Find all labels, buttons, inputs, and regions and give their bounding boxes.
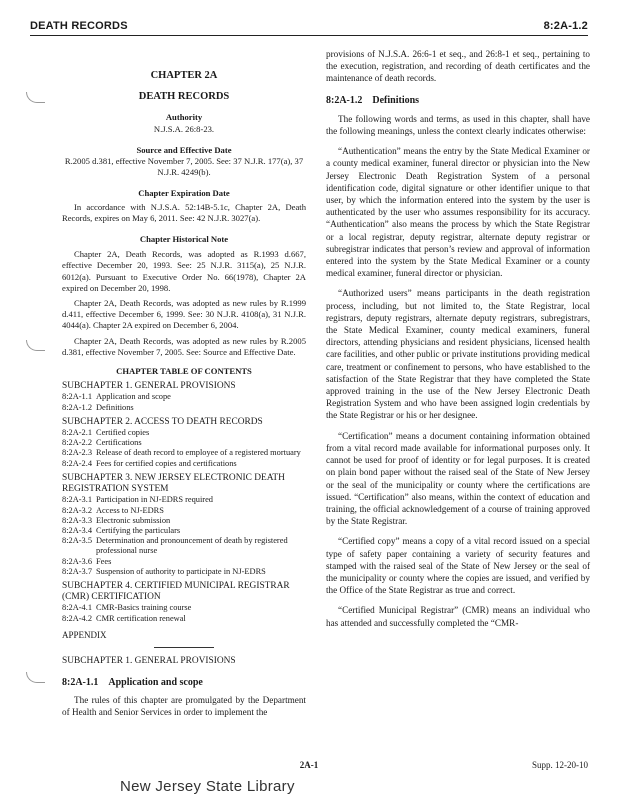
historical-para: Chapter 2A, Death Records, was adopted as new rules by R.2005 d.381, effective November 7, 2005. See: Source and Effective Date. [62, 335, 306, 357]
toc-number: 8:2A-3.6 [62, 556, 93, 566]
toc-subchapter: SUBCHAPTER 4. CERTIFIED MUNICIPAL REGISTRAR (CMR) CERTIFICATION [62, 580, 290, 603]
supplement-date: Supp. 12-20-10 [532, 760, 588, 770]
toc-number: 8:2A-3.5 [62, 536, 93, 546]
expiration-heading: Chapter Expiration Date [138, 188, 230, 199]
toc-entry[interactable] [62, 392, 306, 402]
historical-para: Chapter 2A, Death Records, was adopted as R.1993 d.667, effective December 20, 1993. See: 25 N.J.R. 3115(a), 25 N.J.R. 6012(a). Pursuant to Executive Order No. 66(1978), Chapter 2A expired on December 20, 1998. [62, 249, 306, 293]
historical-heading: Chapter Historical Note [139, 234, 229, 245]
section-title: Application and scope [108, 677, 203, 689]
toc-appendix[interactable]: APPENDIX [62, 629, 107, 640]
toc-subchapter: SUBCHAPTER 1. GENERAL PROVISIONS [62, 381, 236, 392]
toc-entry-title: Participation in NJ-EDRS required [96, 495, 213, 505]
authority-text: N.J.S.A. 26:8-23. [153, 123, 215, 134]
section-number: 8:2A-1.1 [62, 677, 99, 689]
section-heading [326, 95, 590, 107]
toc-title: CHAPTER TABLE OF CONTENTS [116, 366, 252, 377]
definition-para: The following words and terms, as used in this chapter, shall have the following meanings, unless the context clearly indicates otherwise: [326, 113, 590, 137]
toc-entry[interactable] [62, 403, 306, 413]
toc-number: 8:2A-3.2 [62, 505, 93, 515]
section-text: The rules of this chapter are promulgated by the Department of Health and Senior Services in order to implement the [62, 695, 306, 718]
expiration-text: In accordance with N.J.S.A. 52:14B-5.1c, Chapter 2A, Death Records, expires on May 6, 2011. See: 42 N.J.R. 3027(a). [62, 201, 306, 223]
toc-entry[interactable] [62, 438, 306, 448]
punch-hole-mark [26, 340, 45, 351]
header-left: DEATH RECORDS [30, 20, 128, 32]
toc-entry-title: Fees for certified copies and certifications [96, 458, 237, 468]
definition-para: “Authorized users” means participants in the death registration process, including, but not limited to, the State Registrar, local registrars, deputy registrars, alternate deputy registrars, subregistrars, the State Medical Examiner, county medical examiners, funeral directors, attending physicians and resident physicians, licensed health care facilities, and other public or private institutions providing medical care, treatment or confinement to persons, who have established to the satisfaction of the State Registrar that they have completed the State approved training in the use of the New Jersey Electronic Death Registration System and who have been assigned login credentials by the State Registrar or his or her designee. [326, 288, 590, 421]
toc-entry[interactable] [62, 567, 306, 577]
definition-para: “Certified copy” means a copy of a vital record issued on a special type of safety paper containing a variety of security features and stamped with the raised seal of the State of New Jersey or the seal of the municipality or county where the copies are issued, and verified by the Office of the State Registrar as true and correct. [326, 536, 590, 596]
toc-entry-title: CMR certification renewal [96, 613, 186, 623]
toc-entry[interactable] [62, 614, 306, 624]
punch-hole-mark [26, 92, 45, 103]
toc-number: 8:2A-2.3 [62, 448, 93, 458]
punch-hole-mark [26, 672, 45, 683]
toc-entry-title: Determination and pronouncement of death by registered professional nurse [96, 536, 288, 556]
toc-entry[interactable] [62, 506, 306, 516]
toc-number: 8:2A-3.4 [62, 525, 93, 535]
toc-number: 8:2A-1.1 [62, 392, 93, 402]
toc-subchapter: SUBCHAPTER 2. ACCESS TO DEATH RECORDS [62, 416, 263, 427]
toc-number: 8:2A-3.3 [62, 515, 93, 525]
toc-entry-title: CMR-Basics training course [96, 603, 192, 613]
header-rule [30, 35, 588, 36]
source-heading: Source and Effective Date [136, 144, 232, 155]
toc-entry-title: Application and scope [96, 392, 171, 402]
intro-text: provisions of N.J.S.A. 26:6-1 et seq., and 26:8-1 et seq., pertaining to the execution, registration, and recording of death certificates and the maintenance of death records. [326, 49, 590, 84]
toc-entry-title: Certified copies [96, 428, 150, 438]
toc-entry[interactable] [62, 557, 306, 567]
toc-entry-title: Suspension of authority to participate in NJ-EDRS [96, 566, 266, 576]
running-header [30, 8, 588, 32]
toc-entry-title: Fees [96, 556, 112, 566]
section-title: Definitions [372, 94, 420, 106]
toc-entry-title: Electronic submission [96, 515, 171, 525]
toc-number: 8:2A-2.1 [62, 428, 93, 438]
toc-subchapter: SUBCHAPTER 3. NEW JERSEY ELECTRONIC DEATH REGISTRATION SYSTEM [62, 472, 285, 495]
left-column [62, 48, 306, 722]
historical-para: Chapter 2A, Death Records, was adopted as new rules by R.1999 d.411, effective December 6, 1999. See: 30 N.J.R. 4108(a), 31 N.J.R. 4044(a). Chapter 2A expired on December 6, 2004. [62, 298, 306, 331]
page-footer [30, 760, 588, 774]
toc-number: 8:2A-2.2 [62, 438, 93, 448]
authority-heading: Authority [165, 112, 203, 123]
toc-entry[interactable] [62, 516, 306, 526]
toc-number: 8:2A-4.2 [62, 613, 93, 623]
toc-number: 8:2A-3.1 [62, 495, 93, 505]
toc-entry[interactable] [62, 603, 306, 613]
divider [154, 647, 214, 648]
toc-number: 8:2A-4.1 [62, 603, 93, 613]
section-number: 8:2A-1.2 [326, 94, 363, 106]
section-heading [62, 677, 306, 688]
header-right: 8:2A-1.2 [543, 20, 588, 32]
toc-entry-title: Definitions [96, 402, 134, 412]
definition-para: “Authentication” means the entry by the State Medical Examiner or a county medical examiner, funeral director or physician into the New Jersey Electronic Death Registration System of a personal identification code, digital signature or other identifier unique to that user, by which the information entered into the system by the user is authenticated by the user who assumes responsibility for its accuracy. “Authentication” also means the process by which the State Registrar or a local registrar, deputy registrar, alternate deputy registrar or subregistrar indicates that person’s review and approval of information entered into the system by the State Medical Examiner or a county medical examiner, funeral director or physician. [326, 146, 590, 279]
toc-number: 8:2A-2.4 [62, 458, 93, 468]
chapter-name: DEATH RECORDS [138, 91, 230, 103]
toc-entry[interactable] [62, 448, 306, 458]
toc-entry-title: Release of death record to employee of a registered mortuary [96, 448, 301, 458]
chapter-number: CHAPTER 2A [150, 70, 218, 81]
toc-entry[interactable] [62, 459, 306, 469]
toc-entry[interactable] [62, 526, 306, 536]
subchapter-1-heading: SUBCHAPTER 1. GENERAL PROVISIONS [62, 655, 236, 666]
toc-entry-title: Certifying the particulars [96, 525, 181, 535]
toc-number: 8:2A-1.2 [62, 402, 93, 412]
toc-entry[interactable] [62, 495, 306, 505]
library-stamp: New Jersey State Library [120, 778, 295, 795]
toc-entry-title: Access to NJ-EDRS [96, 505, 164, 515]
definition-para: “Certification” means a document containing information obtained from a vital record made available for informational purposes only. It cannot be used for proof of identity or for legal purposes. It is created on plain bond paper without the raised seal of the State of New Jersey or the seal of the municipality or county where the certifications are issued. “Certification” also means, within the context of education and training, the official acknowledgement of a course of training approved by the State Registrar. [326, 430, 590, 527]
right-column [326, 48, 590, 637]
definition-para: “Certified Municipal Registrar” (CMR) means an individual who has attended and successfully completed the “CMR- [326, 605, 590, 628]
toc-entry-title: Certifications [96, 438, 142, 448]
page-number: 2A-1 [299, 760, 319, 770]
toc-entry[interactable] [62, 428, 306, 438]
source-text: R.2005 d.381, effective November 7, 2005. See: 37 N.J.R. 177(a), 37 N.J.R. 4249(b). [64, 156, 304, 178]
toc-number: 8:2A-3.7 [62, 566, 93, 576]
toc-entry[interactable] [62, 536, 306, 556]
